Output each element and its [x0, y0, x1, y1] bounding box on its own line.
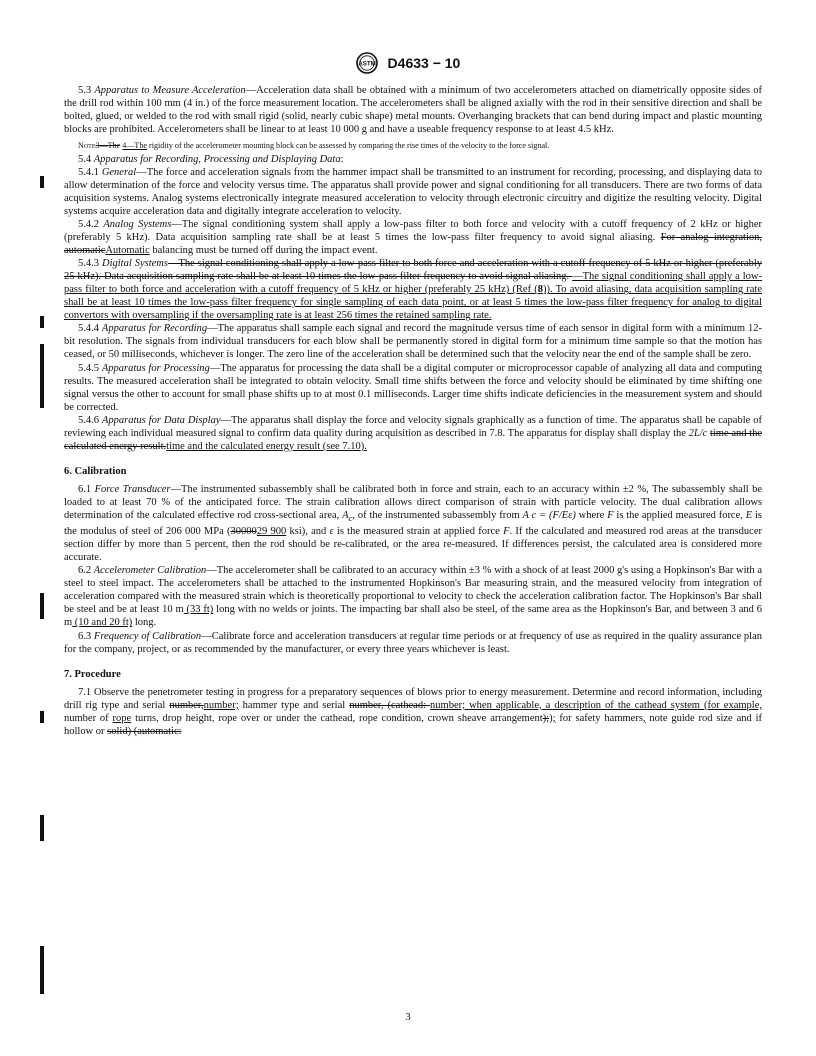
change-bar [40, 316, 44, 328]
section-heading-procedure: 7. Procedure [64, 668, 121, 680]
note-4: Note3—The 4—The rigidity of the accelerometer mounting block can be assessed by comparing the rise times of the velocity to the force signal. [78, 141, 550, 151]
change-bar [40, 344, 44, 408]
paragraph-6-1: 6.1 Force Transducer—The instrumented subassembly shall be calibrated both in force and strain, each to an accuracy within ±2 %, The subassembly shall be loaded to at least 70 % of the anticipated force. The strain calibration allows direct comparison of strain with particle velocity. The dual calibration allows determination of the calculated effective rod cross-sectional area, $A_c$, of the instrumented subassembly from A c = (F/Eε) where F is the applied measured force, E is the modulus of steel of 206 000 MPa (3000029 900 ksi), and ε is the measured strain at applied force F. If the calculated and measured rod areas at the transducer section differ by more than 5 percent, then the rod should be re-calibrated, or the area re-measured. If differences persist, the calculated area is considered more accurate. [64, 483, 762, 564]
change-bar [40, 946, 44, 994]
section-heading-calibration: 6. Calibration [64, 465, 127, 477]
paragraph-5-3: 5.3 Apparatus to Measure Acceleration—Acceleration data shall be obtained with a minimum of two accelerometers attached on diametrically opposite sides of the drill rod within 100 mm (4 in.) of the force measurement location. The accelerometers shall be aligned axially with the rod in their sensitive direction and shall be bolted, glued, or welded to the rod with small rigid (solid, nearly cubic shape) metal mounts. Overhanging brackets that can bend during impact and plastic mounting blocks are prohibited. Accelerometers shall be linear to at least 10 000 g and have a useable frequency response to at least 4.5 kHz. [64, 85, 763, 136]
paragraph-5-4-5: 5.4.5 Apparatus for Processing—The apparatus for processing the data shall be a digital computer or microprocessor capable of analyzing all data and computing results. The measured acceleration shall be integrated to obtain velocity. Small time shifts between the force and velocity should be eliminated by time shifting one signal versus the other to account for small phase shifts up to at most 0.1 milliseconds. Larger time shifts indicate deficiencies in the measurement system and should be corrected. [64, 362, 763, 413]
paragraph-6-2: 6.2 Accelerometer Calibration—The accelerometer shall be calibrated to an accuracy within ±3 % with a shock of at least 2000 g's using a Hopkinson's Bar with a steel to steel impact. The accelerometers shall be attached to the instrumented Hopkinson's Bar measuring strain, and the measured velocity from integration of acceleration compared with the measured strain which is theoretically proportional to velocity to check the acceleration calibration factor. The Hopkinson's Bar shall be steel and be at least 10 m (33 ft) long with no welds or joints. The impacting bar shall also be steel, of the same area as the Hopkinson's Bar, and between 3 and 6 m (10 and 20 ft) long. [64, 565, 762, 629]
paragraph-6-3: 6.3 Frequency of Calibration—Calibrate force and acceleration transducers at regular time periods or at frequency of use as required in the quality assurance plan for the company, project, or as recommended by the manufacturer, or every three years whichever is least. [64, 630, 762, 655]
paragraph-5-4-6: 5.4.6 Apparatus for Data Display—The apparatus shall display the force and velocity signals graphically as a function of time. The apparatus shall be capable of reviewing each individual measured signal to confirm data quality during acquisition as described in 7.8. The apparatus for display shall display the 2L/c time and the calculated energy result.time and the calculated energy result (see 7.10). [64, 414, 763, 452]
page-header [0, 52, 816, 74]
paragraph-5-4-1: 5.4.1 General—The force and acceleration signals from the hammer impact shall be transmitted to an instrument for recording, processing, and displaying data to allow determination of the force and velocity versus time. The apparatus shall provide power and signal conditioning for all transducers. There are two forms of data acquisition systems. Analog systems electronically integrate measured acceleration to velocity through electronic circuitry and digitize the resulting velocity. Digital systems acquire acceleration data and digitally integrate acceleration to velocity. [64, 166, 762, 217]
document-designation: D4633 − 10 [387, 55, 461, 71]
page-number: 3 [405, 1012, 411, 1023]
change-bar [40, 593, 44, 619]
change-bar [40, 815, 44, 841]
paragraph-7-1: 7.1 Observe the penetrometer testing in progress for a preparatory sequences of blows prior to energy measurement. Determine and record information, including drill rig type and serial number,number; hammer type and serial number, (cathead: number; when applicable, a description of the cathead system (for example, number of rope turns, drop height, rope over or under the cathead, rope condition, crown sheave arrangement);); for safety hammers, note guide rod size and if hollow or solid) (automatic: [64, 686, 762, 737]
document-body [64, 84, 762, 738]
paragraph-5-4-3: 5.4.3 Digital Systems—The signal conditioning shall apply a low-pass filter to both force and acceleration with a cutoff frequency of 5 kHz or higher (preferably 25 kHz). Data acquisition sampling rate shall be at least 10 times the low-pass filter frequency to avoid signal aliasing. —The signal conditioning shall apply a low-pass filter to both force and acceleration with a cutoff frequency of 5 kHz or higher (preferably 25 kHz) (Ref (8)). To avoid aliasing, data acquisition sampling rate shall be at least 10 times the low-pass filter frequency for single sampling of each data point, or at least 5 times the low-pass filter frequency for analog to digital convertors with oversampling if the oversampling rate is at least 256 times the retained sampling rate. [64, 258, 763, 322]
paragraph-5-4-4: 5.4.4 Apparatus for Recording—The apparatus shall sample each signal and record the magnitude versus time of each sensor in digital form with a minimum 12-bit resolution. The signals from individual transducers for each blow shall be permanently stored in digital form for a minimum time sample so that the motion has ceased, or 50 milliseconds, whichever is longer. The zero line of the acceleration shall be determined such that the velocity near the end of the sample shall be zero. [64, 323, 762, 361]
svg-text:ASTM: ASTM [357, 60, 376, 68]
astm-logo-icon [356, 52, 378, 74]
paragraph-5-4: 5.4 Apparatus for Recording, Processing and Displaying Data: [78, 153, 344, 165]
paragraph-5-4-2: 5.4.2 Analog Systems—The signal conditioning system shall apply a low-pass filter to both force and velocity with a cutoff frequency of 2 kHz or higher (preferably 5 kHz). Data acquisition sampling rate shall be at least 5 times the low-pass filter frequency to avoid signal aliasing. For analog integration, automaticAutomatic balancing must be turned off during the impact event. [64, 219, 762, 257]
change-bar [40, 711, 44, 723]
change-bar [40, 176, 44, 188]
